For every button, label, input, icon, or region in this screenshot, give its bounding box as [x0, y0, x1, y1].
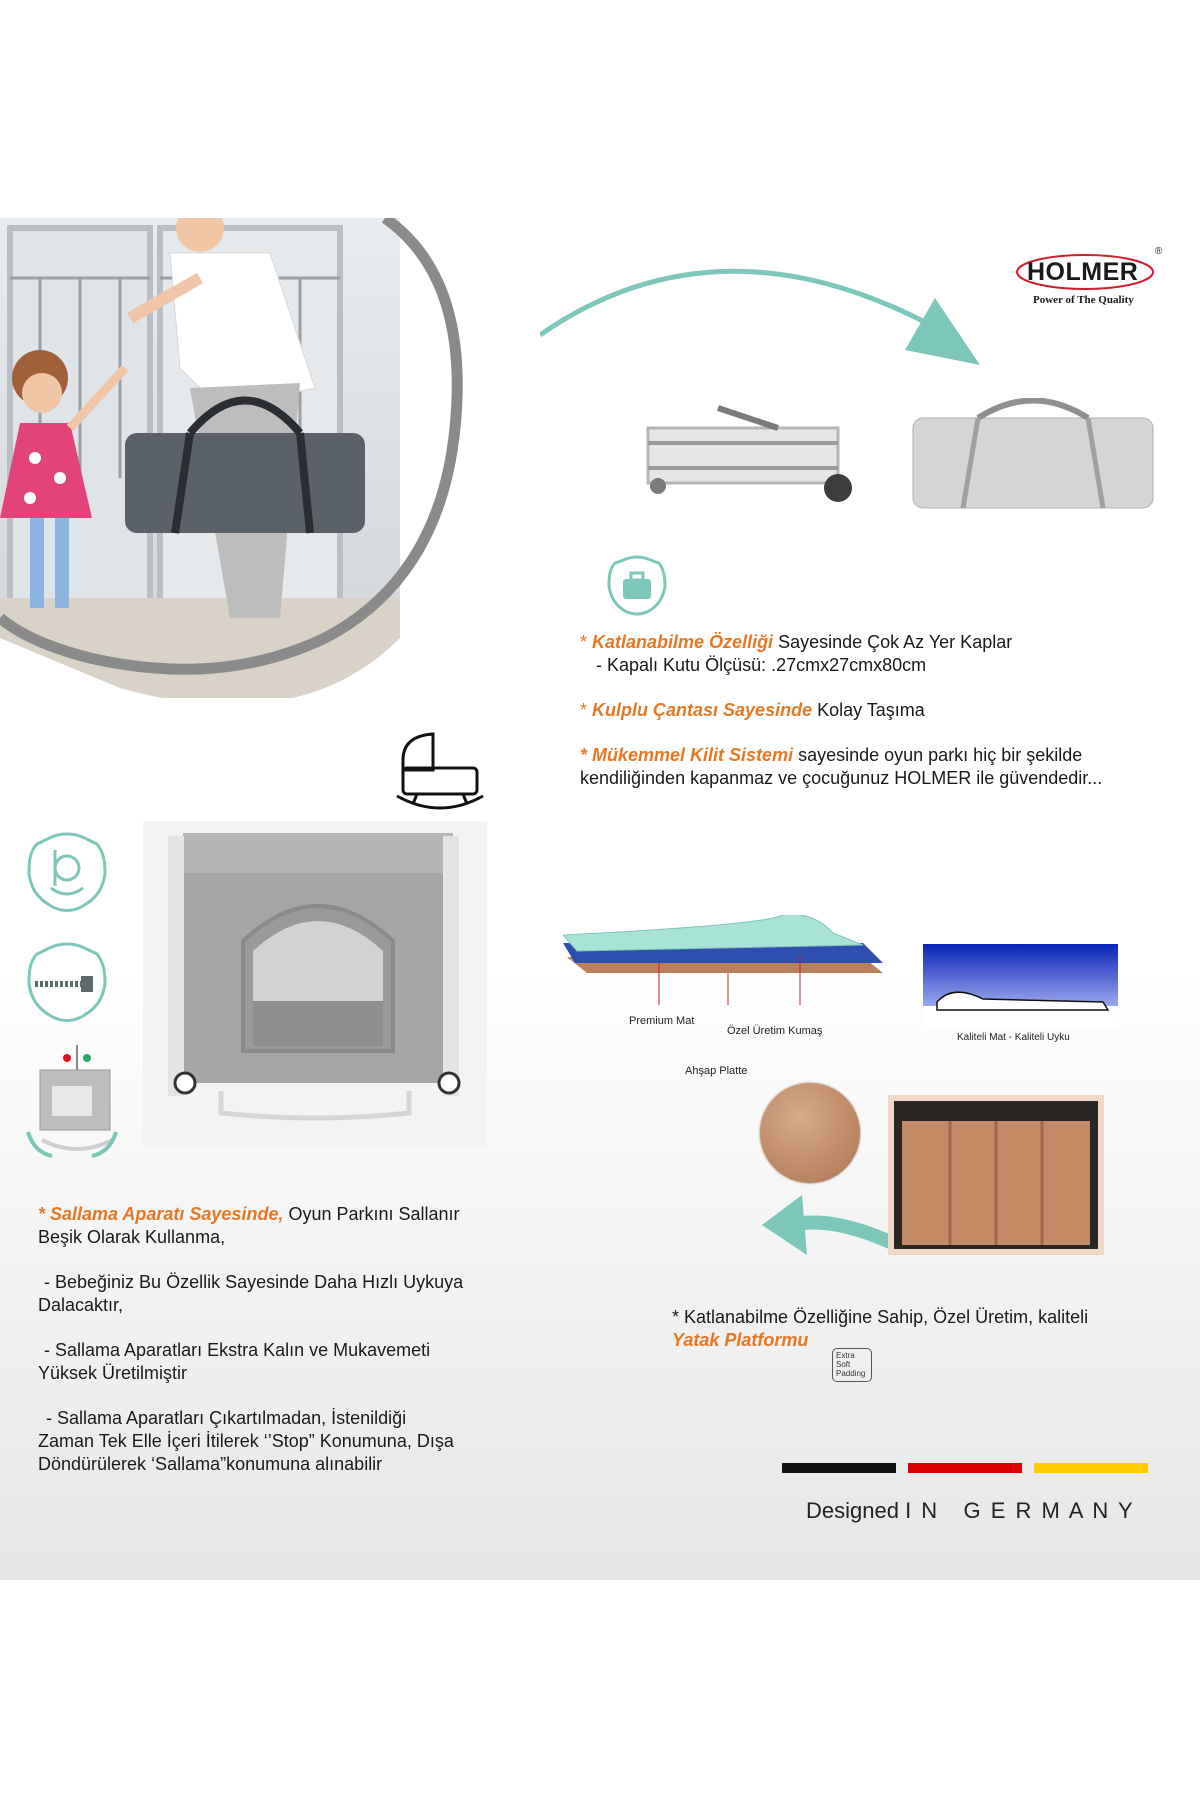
feature-carry-bag: * Kulplu Çantası Sayesinde Kolay Taşıma — [580, 700, 925, 720]
rocking-text: * Sallama Aparatı Sayesinde, Oyun Parkını Sallanır Beşik Olarak Kullanma, - Bebeğiniz Bu Özellik Sayesinde Daha Hızlı Uykuya Dalacaktır, - Sallama Aparatları Ekstra Kalın ve Mukavemeti Yüksek Üretilmiştir - Sallama Aparatları Çıkartılmadan, İstenildiği Zaman Tek Elle İçeri İtilerek ‘’Stop” Konumuna, Dışa Döndürülerek ‘Sallama”konumuna alınabilir — [38, 1204, 464, 1474]
feature-lock-system: * Mükemmel Kilit Sistemi sayesinde oyun parkı hiç bir şekilde — [580, 745, 1083, 765]
label-quality-sleep: Kaliteli Mat - Kaliteli Uyku — [957, 1032, 1070, 1043]
platform-text: * Katlanabilme Özelliğine Sahip, Özel Üretim, kaliteli Yatak Platformu — [672, 1307, 1089, 1350]
folded-playard-image — [628, 398, 868, 508]
zipper-icon — [25, 940, 110, 1025]
feature-box-size: - Kapalı Kutu Ölçüsü: .27cmx27cmx80cm — [596, 655, 927, 675]
rocking-playard-small-image — [22, 1040, 122, 1160]
feature-lock-system-line2: kendiliğinden kapanmaz ve çocuğunuz HOLMER ile güvendedir... — [580, 768, 1103, 788]
flag-stripe-black — [782, 1463, 896, 1473]
brand-tagline: Power of The Quality — [1033, 294, 1134, 306]
label-premium-mat: Premium Mat — [629, 1015, 695, 1027]
label-wooden-platform: Ahşap Platte — [685, 1065, 748, 1077]
label-special-fabric: Özel Üretim Kumaş — [727, 1025, 823, 1037]
travel-bag-icon — [605, 553, 669, 617]
features-top — [580, 631, 1160, 790]
packed-bag-image — [908, 398, 1158, 513]
quality-sleep-image — [923, 944, 1118, 1043]
flag-stripe-red — [908, 1463, 1022, 1473]
extra-soft-badge: Extra Soft Padding — [832, 1348, 872, 1382]
designed-in-germany: Designed I N G E R M A N Y — [806, 1498, 1135, 1523]
registered-mark: ® — [1155, 246, 1163, 257]
brand-name: HOLMER — [1027, 258, 1139, 286]
flag-stripe-gold — [1034, 1463, 1148, 1473]
fabric-swatch — [760, 1083, 860, 1183]
mattress-photo — [888, 1095, 1104, 1255]
lifestyle-photo — [0, 218, 540, 748]
feature-folding: * Katlanabilme Özelliği Sayesinde Çok Az Yer Kaplar — [580, 632, 1013, 652]
mattress-layers-image — [563, 915, 893, 1090]
baby-sleep-icon — [25, 830, 110, 915]
curved-arrow-icon — [540, 250, 1040, 370]
return-arrow-icon — [762, 1185, 902, 1265]
rocking-playard-image — [143, 821, 487, 1147]
cradle-icon — [395, 730, 485, 810]
